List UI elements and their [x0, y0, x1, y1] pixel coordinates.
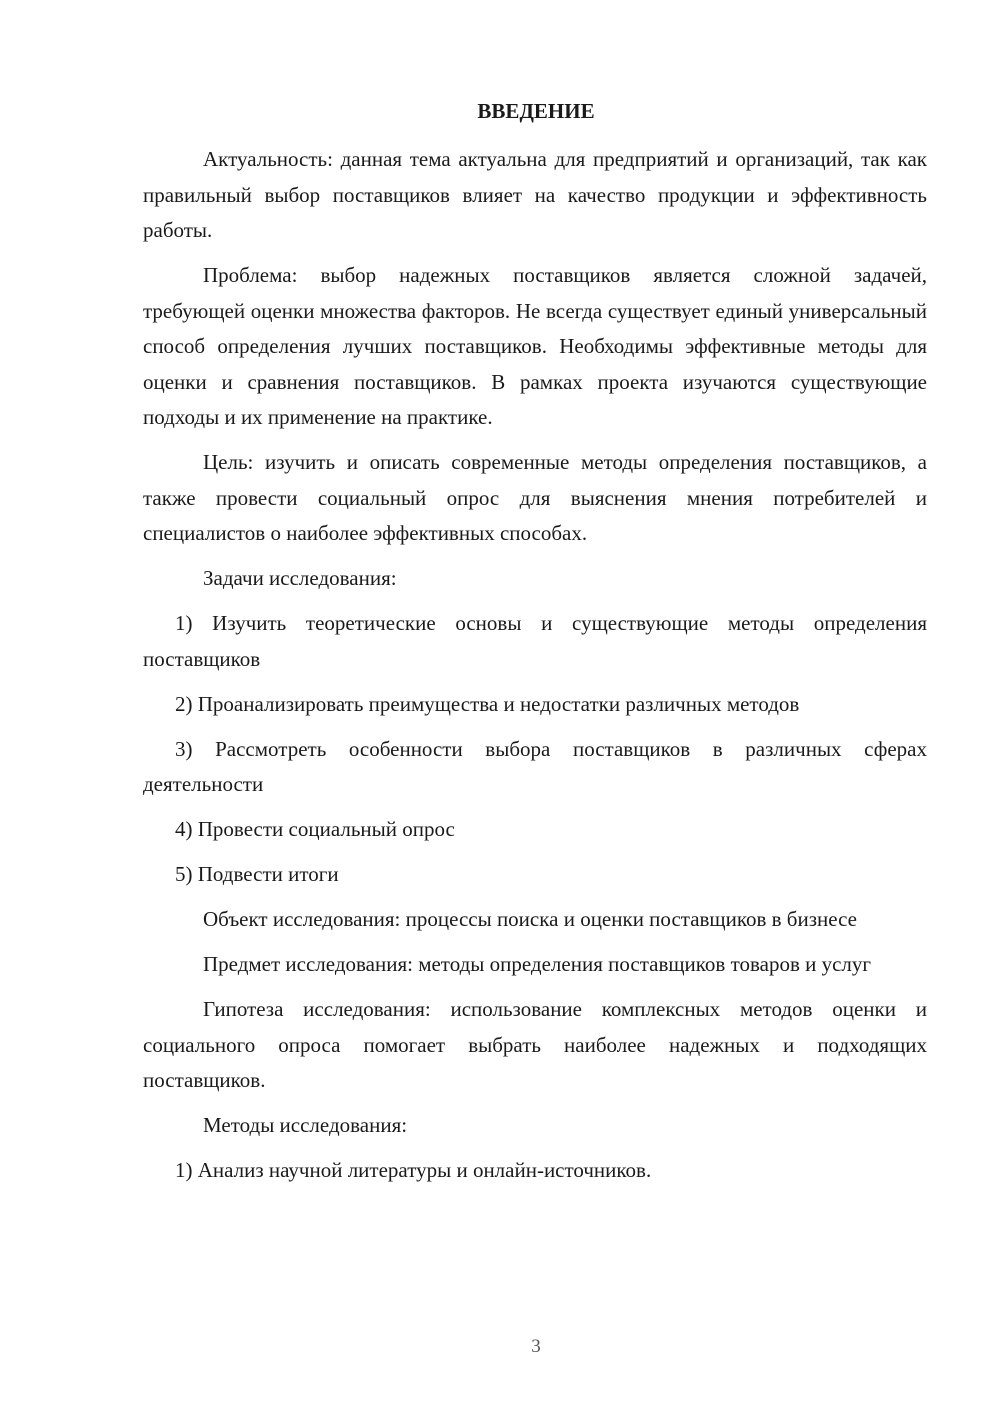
- paragraph-tasks-heading: Задачи исследования:: [203, 566, 397, 590]
- list-item-task-3: 3) Рассмотреть особенности выбора поставщиков в различных сферах деятельности: [143, 736, 927, 796]
- page-number: 3: [531, 1336, 541, 1357]
- list-item-method-1: 1) Анализ научной литературы и онлайн-источников.: [175, 1158, 652, 1182]
- paragraph-problem: Проблема: выбор надежных поставщиков является сложной задачей, требующей оценки множества факторов. Не всегда существует единый универсальный способ определения лучших поставщиков. Необходимы эффективные методы для оценки и сравнения поставщиков. В рамках проекта изучаются существующие подходы и их применение на практике.: [143, 263, 927, 429]
- paragraph-relevance: Актуальность: данная тема актуальна для предприятий и организаций, так как правильный выбор поставщиков влияет на качество продукции и эффективность работы.: [143, 147, 927, 242]
- list-item-task-2: 2) Проанализировать преимущества и недостатки различных методов: [175, 691, 800, 716]
- paragraph-goal: Цель: изучить и описать современные методы определения поставщиков, а также провести социальный опрос для выяснения мнения потребителей и специалистов о наиболее эффективных способах.: [143, 450, 927, 545]
- paragraph-methods-heading: Методы исследования:: [203, 1113, 408, 1137]
- section-title: ВВЕДЕНИЕ: [477, 99, 595, 123]
- paragraph-object: Объект исследования: процессы поиска и оценки поставщиков в бизнесе: [203, 907, 858, 931]
- paragraph-subject: Предмет исследования: методы определения поставщиков товаров и услуг: [203, 952, 872, 976]
- list-item-task-5: 5) Подвести итоги: [175, 862, 339, 886]
- body-text: [143, 142, 927, 1198]
- list-item-task-4: 4) Провести социальный опрос: [175, 817, 455, 841]
- paragraph-hypothesis: Гипотеза исследования: использование комплексных методов оценки и социального опроса помогает выбрать наиболее надежных и подходящих поставщиков.: [143, 997, 927, 1092]
- list-item-task-1: 1) Изучить теоретические основы и существующие методы определения поставщиков: [143, 611, 927, 671]
